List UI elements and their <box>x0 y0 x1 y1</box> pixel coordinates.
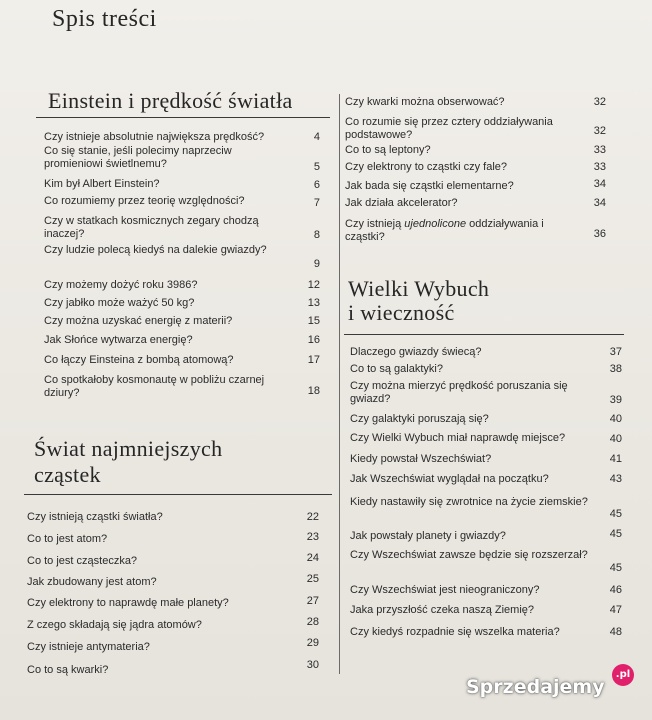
toc-page-number: 6 <box>313 179 320 191</box>
toc-page-number: 15 <box>307 315 320 327</box>
toc-question: Czy elektrony to cząstki czy fale? <box>345 161 508 173</box>
toc-page-number: 23 <box>306 531 319 543</box>
toc-page-number: 37 <box>609 346 622 358</box>
toc-page-number: 39 <box>609 394 622 406</box>
section-title-wybuch-line1: Wielki Wybuch <box>348 276 490 301</box>
toc-question: Czy w statkach kosmicznych zegary chodzą inaczej? <box>44 215 259 240</box>
toc-question: Czy jabłko może ważyć 50 kg? <box>44 297 195 309</box>
toc-question: Czy Wszechświat zawsze będzie się rozszerzał? <box>350 549 588 561</box>
toc-page-number: 46 <box>609 584 622 596</box>
toc-question: Co to są leptony? <box>345 144 431 156</box>
toc-question: Czy istnieją cząstki światła? <box>27 511 163 523</box>
toc-page-number: 17 <box>307 354 320 366</box>
toc-question: Jak Wszechświat wyglądał na początku? <box>350 473 549 485</box>
toc-question: Co to są galaktyki? <box>350 363 443 375</box>
toc-question-emphasis: ujednolicone <box>404 218 467 230</box>
toc-question: Co spotkałoby kosmonautę w pobliżu czarnej dziury? <box>44 374 265 399</box>
toc-question: Czy Wielki Wybuch miał naprawdę miejsce? <box>350 432 566 444</box>
toc-question: Co rozumie się przez cztery oddziaływania podstawowe? <box>345 116 553 141</box>
page-title: Spis treści <box>52 6 157 32</box>
toc-question: Kiedy powstał Wszechświat? <box>350 453 492 465</box>
toc-page-number: 9 <box>313 258 320 270</box>
toc-question: Jak Słońce wytwarza energię? <box>44 334 193 346</box>
toc-question-part: oddziaływania i cząstki? <box>345 218 544 243</box>
toc-question: Co to jest cząsteczka? <box>27 555 138 567</box>
toc-question: Co rozumiemy przez teorię względności? <box>44 195 245 207</box>
toc-question: Czy kwarki można obserwować? <box>345 96 505 108</box>
section-title-wybuch-line2: i wieczność <box>348 300 455 325</box>
toc-question: Czy można uzyskać energię z materii? <box>44 315 233 327</box>
toc-page-number: 24 <box>306 552 319 564</box>
toc-page-number: 45 <box>609 528 622 540</box>
toc-page-number: 12 <box>307 279 320 291</box>
watermark-logo: Sprzedajemy <box>466 676 605 698</box>
section-rule <box>344 334 624 335</box>
toc-question: Co się stanie, jeśli polecimy naprzeciw promieniowi świetlnemu? <box>44 145 232 170</box>
toc-question: Czy można mierzyć prędkość poruszania się gwiazd? <box>350 380 568 405</box>
toc-page-number: 7 <box>313 197 320 209</box>
toc-question: Czy Wszechświat jest nieograniczony? <box>350 584 540 596</box>
toc-question: Kim był Albert Einstein? <box>44 178 160 190</box>
section-title-einstein: Einstein i prędkość światła <box>48 88 293 113</box>
toc-question: Czy elektrony to naprawdę małe planety? <box>27 597 229 609</box>
toc-page-number: 27 <box>306 595 319 607</box>
toc-page-number: 18 <box>307 385 320 397</box>
toc-page-number: 28 <box>306 616 319 628</box>
toc-question: Jak zbudowany jest atom? <box>27 576 157 588</box>
toc-question: Czy istnieje absolutnie największa prędkość? <box>44 131 265 143</box>
toc-question: Czy możemy dożyć roku 3986? <box>44 279 198 291</box>
toc-question: Dlaczego gwiazdy świecą? <box>350 346 482 358</box>
toc-question: Z czego składają się jądra atomów? <box>27 619 202 631</box>
toc-page-number: 30 <box>306 659 319 671</box>
toc-page-number: 4 <box>313 131 320 143</box>
toc-question: Czy kiedyś rozpadnie się wszelka materia? <box>350 626 560 638</box>
toc-page-number: 22 <box>306 511 319 523</box>
toc-page-number: 40 <box>609 433 622 445</box>
toc-page-number: 45 <box>609 508 622 520</box>
toc-question: Co łączy Einsteina z bombą atomową? <box>44 354 234 366</box>
toc-page-number: 34 <box>593 178 606 190</box>
toc-page-number: 43 <box>609 473 622 485</box>
toc-page-number: 34 <box>593 197 606 209</box>
toc-question <box>345 218 585 244</box>
toc-page-number: 29 <box>306 637 319 649</box>
toc-question: Jak powstały planety i gwiazdy? <box>350 530 506 542</box>
toc-question: Kiedy nastawiły się zwrotnice na życie ziemskie? <box>350 496 588 508</box>
toc-question: Czy ludzie polecą kiedyś na dalekie gwiazdy? <box>44 244 267 256</box>
toc-question: Jak działa akcelerator? <box>345 197 458 209</box>
toc-question-part: Czy istnieją <box>345 218 405 230</box>
toc-question: Czy istnieje antymateria? <box>27 641 150 653</box>
toc-page-number: 5 <box>313 161 320 173</box>
toc-page-number: 13 <box>307 297 320 309</box>
toc-question: Jak bada się cząstki elementarne? <box>345 180 514 192</box>
column-divider <box>339 94 340 674</box>
toc-page-number: 33 <box>593 144 606 156</box>
toc-question: Co to są kwarki? <box>27 664 109 676</box>
toc-page-number: 33 <box>593 161 606 173</box>
section-title-czastki-line1: Świat najmniejszych <box>34 436 223 461</box>
toc-page-number: 45 <box>609 562 622 574</box>
toc-page-number: 47 <box>609 604 622 616</box>
section-rule <box>24 494 332 495</box>
toc-page-number: 25 <box>306 573 319 585</box>
toc-question: Jaka przyszłość czeka naszą Ziemię? <box>350 604 535 616</box>
toc-page-number: 16 <box>307 334 320 346</box>
toc-page-number: 32 <box>593 125 606 137</box>
toc-page-number: 40 <box>609 413 622 425</box>
watermark-dot-icon: .pl <box>612 664 634 686</box>
toc-page-number: 38 <box>609 363 622 375</box>
toc-question: Czy galaktyki poruszają się? <box>350 413 489 425</box>
section-rule <box>36 117 330 118</box>
toc-question: Co to jest atom? <box>27 533 108 545</box>
section-title-czastki-line2: cząstek <box>34 462 101 487</box>
toc-page-number: 8 <box>313 229 320 241</box>
toc-page-number: 36 <box>593 228 606 240</box>
toc-page-number: 41 <box>609 453 622 465</box>
toc-page-number: 32 <box>593 96 606 108</box>
toc-page-number: 48 <box>609 626 622 638</box>
